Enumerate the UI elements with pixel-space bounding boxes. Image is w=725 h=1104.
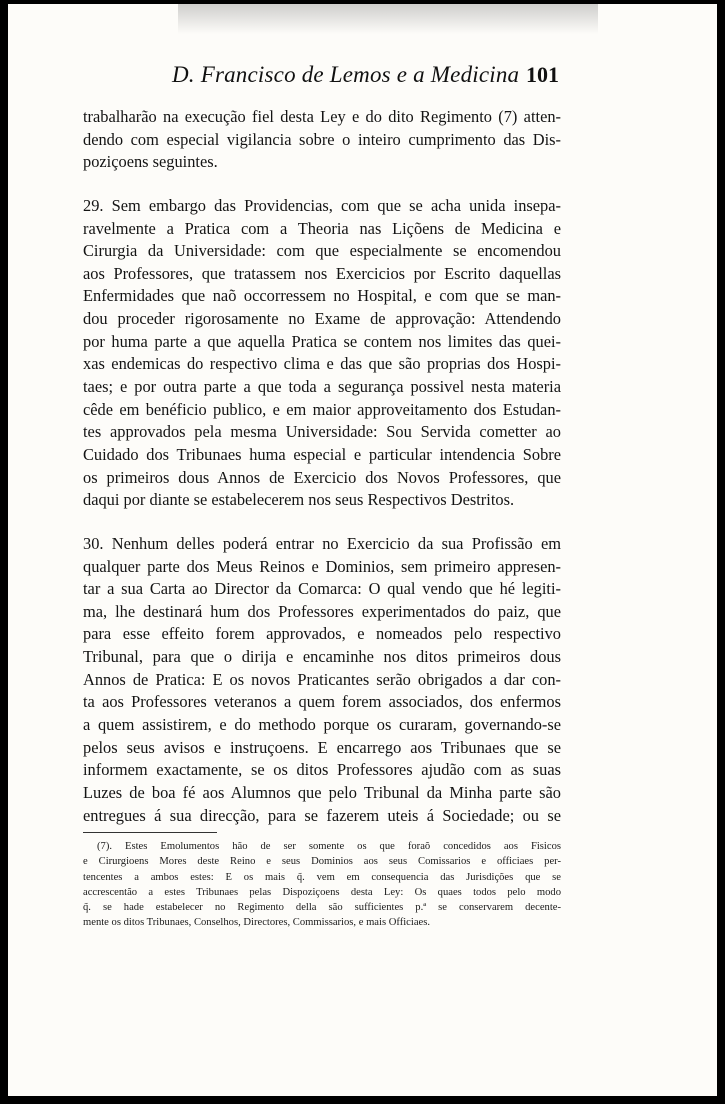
paragraph-29 xyxy=(83,195,561,512)
text-line: qualquer parte dos Meus Reinos e Dominios, sem primeiro appresen- xyxy=(83,556,561,576)
text-line: os primeiros dous Annos de Exercicio dos Novos Professores, que xyxy=(83,467,561,487)
text-line: 29. Sem embargo das Providencias, com que se acha unida insepa- xyxy=(83,195,561,215)
text-line: informem exactamente, se os ditos Professores ajudão com as suas xyxy=(83,760,561,780)
paragraph-30 xyxy=(83,533,561,827)
page-number: 101 xyxy=(526,62,559,87)
text-line: Cuidado dos Tribunaes huma especial e particular intendencia Sobre xyxy=(83,444,561,464)
footnote-line: mente os ditos Tribunaes, Conselhos, Directores, Commissarios, e mais Officiaes. xyxy=(83,917,431,929)
text-line: tar a sua Carta ao Director da Comarca: O qual vendo que hé legiti- xyxy=(83,579,561,599)
text-line: ma, lhe destinará hum dos Professores experimentados do paiz, que xyxy=(83,601,561,621)
text-line: dou proceder rigorosamente no Exame de approvação: Attendendo xyxy=(83,309,561,329)
text-line: Enfermidades que naõ occorressem no Hospital, e com que se man- xyxy=(83,286,561,306)
book-page xyxy=(8,4,717,1096)
body-text xyxy=(83,106,561,827)
footnote-line: e Cirurgioens Mores deste Reino e seus Dominios aos seus Comissarios e officiaes per- xyxy=(83,856,561,868)
text-line: Luzes de boa fé aos Alumnos que pelo Tribunal da Minha parte são xyxy=(83,782,561,802)
text-line: 30. Nenhum delles poderá entrar no Exercicio da sua Profissão em xyxy=(83,533,561,553)
text-line: por huma parte a que aquella Pratica se contem nos limites das quei- xyxy=(83,331,561,351)
footnote-line: (7). Estes Emolumentos hão de ser somente os que foraõ concedidos aos Fisicos xyxy=(97,841,561,852)
text-line: trabalharão na execução fiel desta Ley e do dito Regimento (7) atten- xyxy=(83,107,561,126)
text-line: cêde em benéficio publico, e em maior approveitamento dos Estudan- xyxy=(83,399,561,419)
running-title: D. Francisco de Lemos e a Medicina xyxy=(172,62,520,87)
text-line: ta aos Professores veteranos a quem forem associados, dos enfermos xyxy=(83,692,561,712)
text-line: tes approvados pela mesma Universidade: Sou Servida cometter ao xyxy=(83,422,561,442)
text-line: entregues á sua direcção, para se fazerem uteis á Sociedade; ou se xyxy=(83,805,561,825)
text-line: dendo com especial vigilancia sobre o inteiro cumprimento das Dis- xyxy=(83,129,561,149)
footnote-rule xyxy=(83,832,217,833)
text-line: a quem assistirem, e do methodo porque os curaram, governando-se xyxy=(83,715,561,735)
page-header xyxy=(8,62,717,92)
text-line: taes; e por outra parte a que toda a segurança possivel nesta materia xyxy=(83,377,561,397)
text-line: pelos seus avisos e instruçoens. E encarrego aos Tribunaes que se xyxy=(83,737,561,757)
text-line: poziçoens seguintes. xyxy=(83,152,218,172)
text-line: ravelmente a Pratica com a Theoria nas Liçõens de Medicina e xyxy=(83,218,561,238)
footnote xyxy=(83,839,561,931)
text-line: para esse effeito forem approvados, e nomeados pelo respectivo xyxy=(83,624,561,644)
footnote-line: q̃. se hade estabelecer no Regimento della são sufficientes p.ª se conservarem decente- xyxy=(83,902,561,914)
text-line: xas endemicas do respectivo clima e das que são proprias dos Hospi- xyxy=(83,354,561,374)
text-line: daqui por diante se estabelecerem nos seus Respectivos Destritos. xyxy=(83,490,515,510)
scan-shadow xyxy=(178,4,598,34)
text-line: aos Professores, que tratassem nos Exercicios por Escrito daquellas xyxy=(83,263,561,283)
text-line: Annos de Pratica: E os novos Praticantes serão obrigados a dar con- xyxy=(83,669,561,689)
footnote-line: tencentes a ambos estes: E os mais q̃. vem em consequencia das Jurisdições que se xyxy=(83,871,561,883)
text-line: Tribunal, para que o dirija e encaminhe nos ditos primeiros dous xyxy=(83,647,561,667)
footnote-line: accrescentão a estes Tribunaes pelas Dispoziçoens desta Ley: Os quaes todos pelo modo xyxy=(83,886,561,898)
text-line: Cirurgia da Universidade: com que especialmente se encomendou xyxy=(83,241,561,261)
paragraph-1 xyxy=(83,106,561,174)
